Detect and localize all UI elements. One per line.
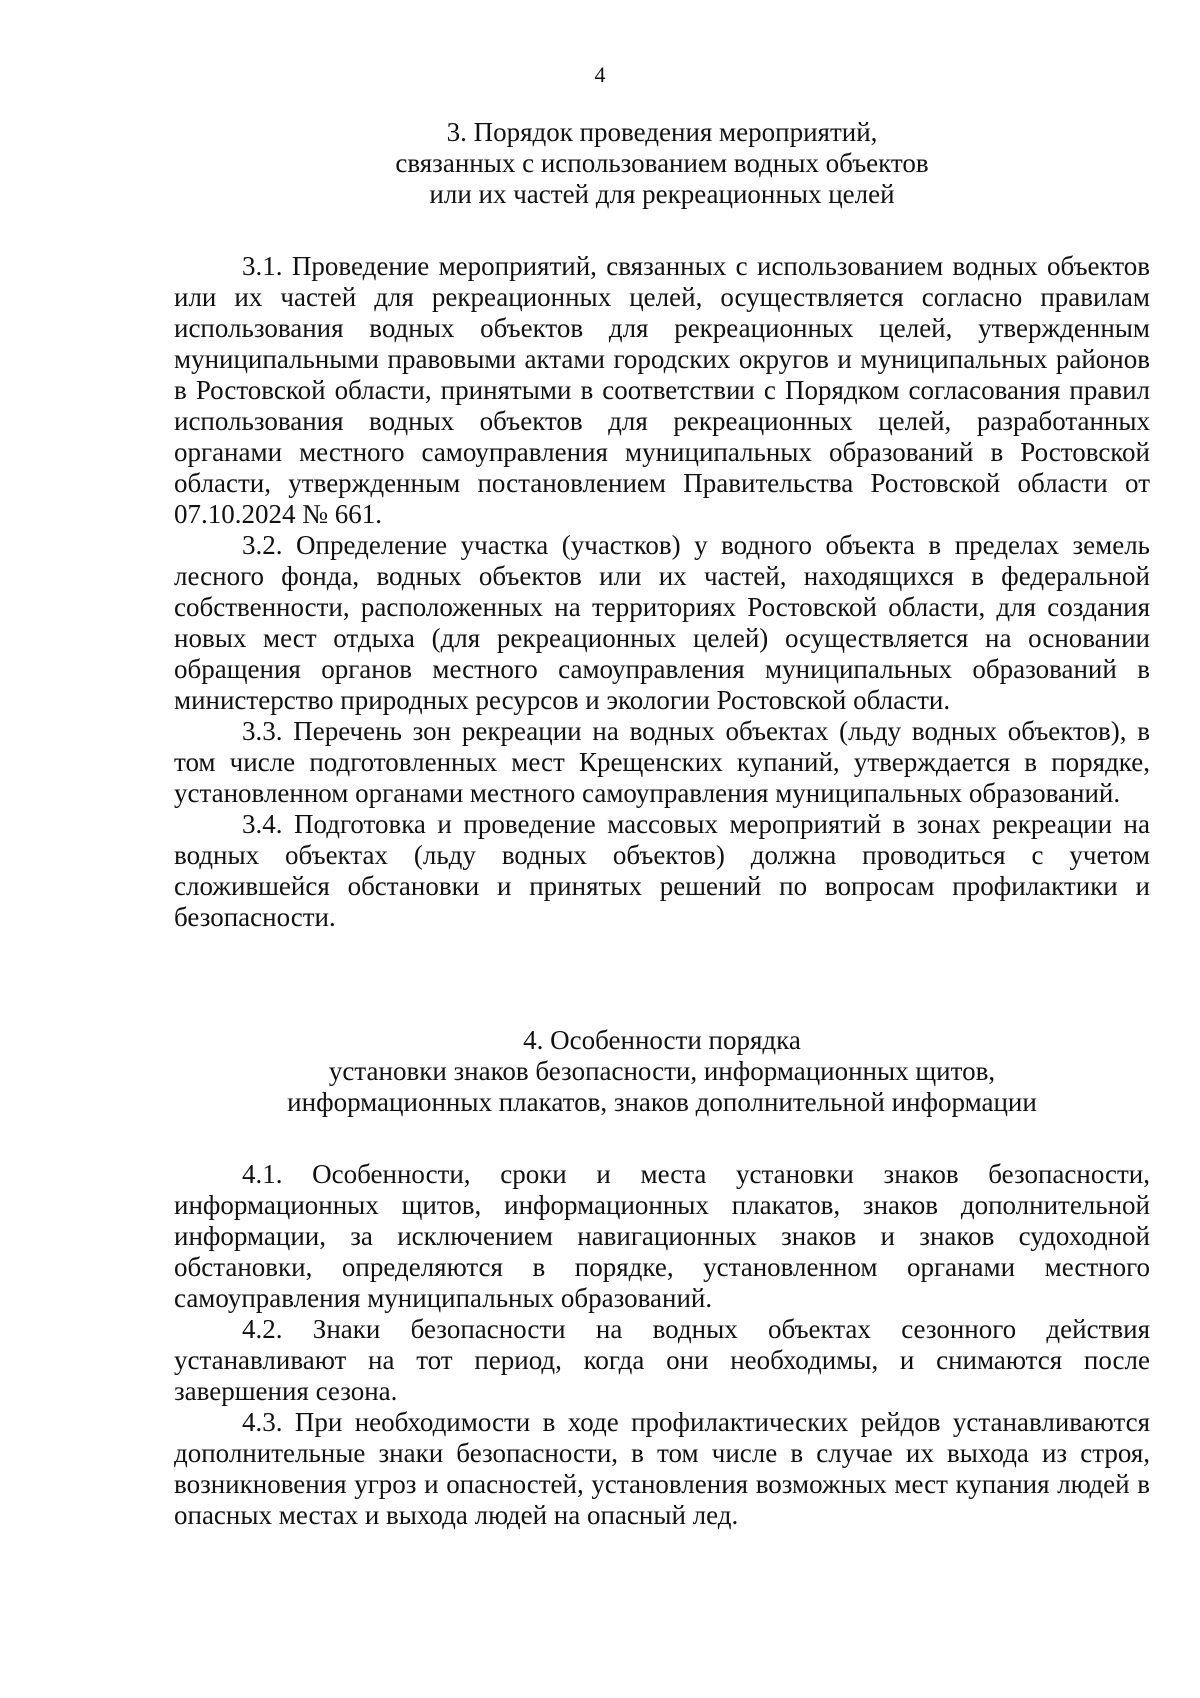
paragraph-3-2: 3.2. Определение участка (участков) у водного объекта в пределах земель лесного фонда, водных объектов или их частей, находящихся в федеральной собственности, расположенных на территориях Ростовской области, для создания новых мест отдыха (для рекреационных целей) осуществляется на основании обращения органов местного самоуправления муниципальных образований в министерство природных ресурсов и экологии Ростовской области. bbox=[174, 530, 1150, 715]
paragraph-3-1: 3.1. Проведение мероприятий, связанных с использованием водных объектов или их частей для рекреационных целей, осуществляется согласно правилам использования водных объектов для рекреационных целей, утвержденным муниципальными правовыми актами городских округов и муниципальных районов в Ростовской области, принятыми в соответствии с Порядком согласования правил использования водных объектов для рекреационных целей, разработанных органами местного самоуправления муниципальных образований в Ростовской области, утвержденным постановлением Правительства Ростовской области от 07.10.2024 № 661. bbox=[174, 251, 1150, 529]
section-3-heading-line-3: или их частей для рекреационных целей bbox=[429, 179, 895, 209]
page-number: 4 bbox=[594, 62, 606, 87]
section-3-heading bbox=[174, 117, 1150, 210]
section-3-heading-line-2: связанных с использованием водных объектов bbox=[395, 148, 929, 178]
paragraph-4-1: 4.1. Особенности, сроки и места установки знаков безопасности, информационных щитов, информационных плакатов, знаков дополнительной информации, за исключением навигационных знаков и знаков судоходной обстановки, определяются в порядке, установленном органами местного самоуправления муниципальных образований. bbox=[174, 1159, 1150, 1313]
section-4-heading-line-1: 4. Особенности порядка bbox=[523, 1025, 801, 1055]
section-4 bbox=[174, 1025, 1150, 1531]
paragraph-3-4: 3.4. Подготовка и проведение массовых мероприятий в зонах рекреации на водных объектах (льду водных объектов) должна проводиться с учетом сложившейся обстановки и принятых решений по вопросам профилактики и безопасности. bbox=[174, 809, 1150, 932]
paragraph-4-3: 4.3. При необходимости в ходе профилактических рейдов устанавливаются дополнительные знаки безопасности, в том числе в случае их выхода из строя, возникновения угроз и опасностей, установления возможных мест купания людей в опасных местах и выхода людей на опасный лед. bbox=[174, 1407, 1150, 1530]
paragraph-3-3: 3.3. Перечень зон рекреации на водных объектах (льду водных объектов), в том числе подготовленных мест Крещенских купаний, утверждается в порядке, установленном органами местного самоуправления муниципальных образований. bbox=[174, 716, 1150, 808]
section-4-body bbox=[174, 1159, 1150, 1531]
section-4-heading-line-3: информационных плакатов, знаков дополнительной информации bbox=[287, 1087, 1037, 1117]
section-4-heading bbox=[174, 1025, 1150, 1118]
section-3-heading-line-1: 3. Порядок проведения мероприятий, bbox=[446, 117, 878, 147]
section-4-heading-line-2: установки знаков безопасности, информационных щитов, bbox=[328, 1056, 996, 1086]
paragraph-4-2: 4.2. Знаки безопасности на водных объектах сезонного действия устанавливают на тот период, когда они необходимы, и снимаются после завершения сезона. bbox=[174, 1314, 1150, 1406]
section-3-body bbox=[174, 251, 1150, 933]
section-3 bbox=[174, 117, 1150, 933]
